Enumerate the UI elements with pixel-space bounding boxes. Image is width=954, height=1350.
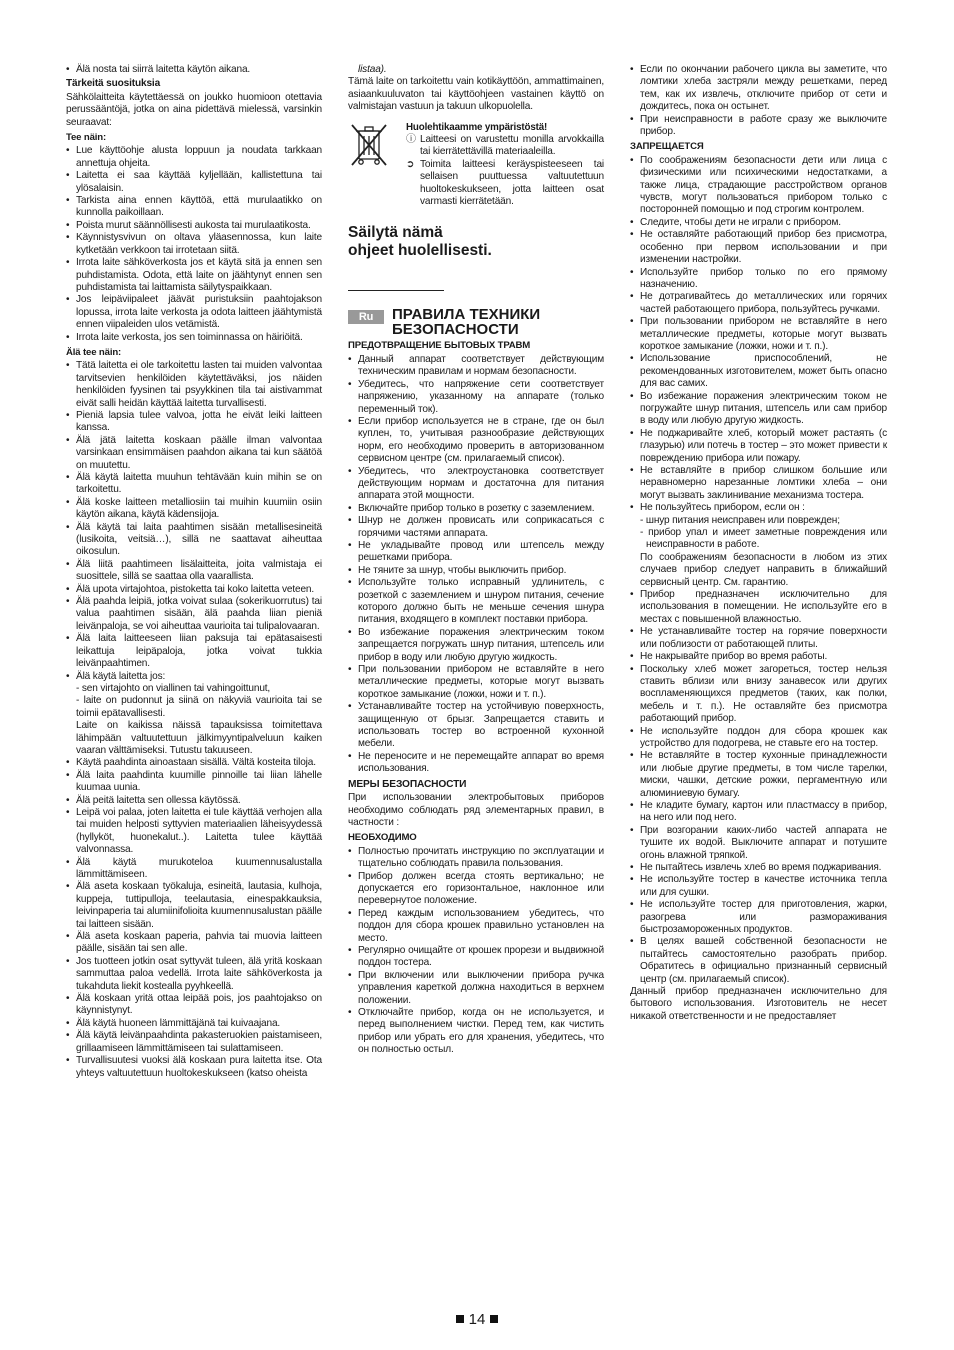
do-list <box>66 145 322 344</box>
list-item: • Не вставляйте в тостер кухонные принадлежности или любые другие предметы, в том числе тарелки, миски, чашки, детские рожки, пергаментную или алюминиевую бумагу. <box>630 750 887 800</box>
list-item: • Käytä paahdinta ainoastaan sisällä. Vältä kosteita tiloja. <box>66 757 322 769</box>
list-item: • Älä käytä murukoteloa kuumennusalustalla lämmittämiseen. <box>66 857 322 882</box>
page-number-text: 14 <box>468 1311 486 1328</box>
page-number <box>0 1311 954 1329</box>
list-item: • Älä aseta koskaan työkaluja, esineitä, lautasia, kulhoja, kuppeja, tuttipulloja, teelautasia, einespakkauksia, leivinpaperia tai alumiinifolioita kuumennusalustan päälle tai laitteen sisään. <box>66 881 322 931</box>
list-item: • В целях вашей собственной безопасности не пытайтесь самостоятельно разобрать прибор. Обратитесь в официально признанный сервисный центр (см. прилагаемый список). <box>630 936 887 986</box>
list-item: • Во избежание поражения электрическим током не погружайте шнур питания, штепсель или сам прибор в воду или любую другую жидкость. <box>630 391 887 428</box>
list-item: • Не кладите бумагу, картон или пластмассу в прибор, на него или под него. <box>630 800 887 825</box>
sub-item: - laite on pudonnut ja siinä on näkyviä vaurioita tai se toimii epätavallisesti. <box>76 695 322 719</box>
list-item: • Данный аппарат соответствует действующим техническим правилам и нормам безопасности. <box>348 354 604 379</box>
list-item: • Jos leipäviipaleet jäävät puristuksiin paahtojakson lopussa, irrota laite verkosta ja odota laitteen jäähtymistä ennen viipaleiden ulos vetämistä. <box>66 294 322 331</box>
list-item: • Irrota laite verkosta, jos sen toiminnassa on häiriöitä. <box>66 332 322 344</box>
list-item: • Прибор предназначен исключительно для использования в помещении. Не используйте его в местах с повышенной влажностью. <box>630 589 887 626</box>
closing-paragraph: Данный прибор предназначен исключительно для бытового использования. Изготовитель не несет никакой ответственности и не предоставляет <box>630 986 887 1022</box>
keep-instructions-heading: Säilytä nämä ohjeet huolellisesti. <box>348 224 492 260</box>
list-item: • Irrota laite sähköverkosta jos et käytä sitä ja ennen sen puhdistamista. Odota, että laite on jäähtynyt ennen sen puhdistamista tai laittamista säilytyspaikkaan. <box>66 257 322 294</box>
list-item: • Не поджаривайте хлеб, который может растаять (с глазурью) или потечь в тостер – это может привести к повреждению прибора или пожару. <box>630 428 887 465</box>
list-item: • Leipä voi palaa, joten laitetta ei tule käyttää verhojen alla tai muiden helposti syttyvien materiaalien läheisyydessä (hyllyköt, huonekalut..). Laitetta tulee käyttää valvonnassa. <box>66 807 322 857</box>
service-note: Laite on kaikissa näissä tapauksissa toimitettava lähimpään valtuutettuun jälkimyyntipalveluun kaiken vaaran välttämiseksi. Tutustu takuuseen. <box>76 720 322 756</box>
list-item: • Во избежание поражения электрическим током запрещается погружать шнур питания, штепсель или прибор в воду или любую другую жидкость. <box>348 627 604 664</box>
list-item: • При неисправности в работе сразу же выключите прибор. <box>630 114 887 139</box>
dont-list <box>66 360 322 1080</box>
square-bullet-icon <box>456 1315 464 1323</box>
sub-item: - sen virtajohto on viallinen tai vahingoittunut, <box>76 682 271 694</box>
environment-heading: Huolehtikaamme ympäristöstä! <box>406 121 548 133</box>
list-item: • Älä aseta koskaan paperia, pahvia tai muovia laitteen päälle, sisään tai sen alle. <box>66 931 322 956</box>
russian-column-3 <box>630 64 887 1023</box>
square-bullet-icon <box>490 1315 498 1323</box>
list-item: • Не дотрагивайтесь до металлических или горячих частей работающего прибора, пользуйтесь ручками. <box>630 291 887 316</box>
forbidden-list <box>630 155 887 986</box>
list-item: • Не пытайтесь извлечь хлеб во время поджаривания. <box>630 862 887 874</box>
list-item: • При пользовании прибором не вставляйте в него металлические предметы, которые могут вызвать короткое замыкание (ложки, ножи и т. п.). <box>630 316 887 353</box>
list-item: • Убедитесь, что напряжение сети соответствует напряжению, указанному на аппарате (только переменный ток). <box>348 379 604 416</box>
list-item: • При пользовании прибором не вставляйте в него металлические предметы, которые могут вызвать короткое замыкание (ложки, ножи и т. п.). <box>348 664 604 701</box>
list-item: • Включайте прибор только в розетку с заземлением. <box>348 503 604 515</box>
info-icon: ⓘ <box>406 134 416 146</box>
list-item: • Älä upota virtajohtoa, pistoketta tai koko laitetta veteen. <box>66 584 322 596</box>
list-item: • Älä käytä tai laita paahtimen sisään metallisesineitä (lusikoita, veitsiä…), sillä ne saattavat aiheuttaa oikosulun. <box>66 522 322 559</box>
list-item: • Полностью прочитать инструкцию по эксплуатации и тщательно соблюдать правила пользования. <box>348 846 604 871</box>
divider <box>348 290 444 291</box>
list-item: • Tätä laitetta ei ole tarkoitettu lasten tai muiden valvontaa tarvitsevien henkilöiden käytettäväksi, jos näiden henkilöiden fyysinen tai psyykkinen tila tai aistivammat eivät salli heidän käyttää laitetta turvallisesti. <box>66 360 322 410</box>
list-item: • Jos tuotteen jotkin osat syttyvät tuleen, älä yritä koskaan sammuttaa paloa vedellä. Irrota laite sähköverkosta ja tukahduta liekit kostealla pyyhkeellä. <box>66 956 322 993</box>
list-item: • Устанавливайте тостер на устойчивую поверхность, защищенную от брызг. Запрещается ставить и использовать тостер во встроенной кухонной мебели. <box>348 701 604 751</box>
list-item: • Прибор должен всегда стоять вертикально; не допускается его горизонтальное, наклонное или перевернутое положение. <box>348 871 604 908</box>
required-heading: НЕОБХОДИМО <box>348 832 417 844</box>
list-item: • Не вставляйте в прибор слишком большие или неравномерно нарезанные ломтики хлеба – они могут вызвать заклинивание механизма тостера. <box>630 465 887 502</box>
list-item: • Не укладывайте провод или штепсель между решетками прибора. <box>348 540 604 565</box>
do-heading: Tee näin: <box>66 132 107 144</box>
list-item: • Не устанавливайте тостер на горячие поверхности или поблизости от работающей плиты. <box>630 626 887 651</box>
dont-heading: Älä tee näin: <box>66 346 122 358</box>
list-item: • Tarkista aina ennen käyttöä, että murulaatikko on kunnolla paikoillaan. <box>66 195 322 220</box>
list-item: • Älä liitä paahtimeen lisälaitteita, joita valmistaja ei suosittele, sillä se saattaa olla vaarallista. <box>66 559 322 584</box>
list-item: • Älä käytä huoneen lämmittäjänä tai kuivaajana. <box>66 1018 322 1030</box>
list-item: • Поскольку хлеб может загореться, тостер нельзя ставить вблизи или внизу занавесок или других воспламеняющихся предметов (таких, как полки, мебель и т. п.). Не оставляйте без присмотра работающий прибор. <box>630 664 887 726</box>
list-item: • Turvallisuutesi vuoksi älä koskaan pura laitetta itse. Ota yhteys valtuutettuun huoltokeskukseen (katso oheista <box>66 1055 322 1080</box>
list-item: • Pieniä lapsia tulee valvoa, jotta he eivät leiki laitteen kanssa. <box>66 410 322 435</box>
list-item: • Если прибор используется не в стране, где он был куплен, то, учитывая разнообразие действующих норм, его необходимо проверить в авторизованном сервисном центре (см. прилагаемый список). <box>348 416 604 466</box>
russian-section-header <box>348 307 604 337</box>
list-item: • Älä peitä laitetta sen ollessa käytössä. <box>66 795 322 807</box>
list-item: • Älä käytä leivänpaahdinta pakasteruokien paistamiseen, grillaamiseen lämmittämiseen tai sulattamiseen. <box>66 1030 322 1055</box>
list-item: • Не используйте тостер в качестве источника тепла или для сушки. <box>630 874 887 899</box>
arrow-icon: ➲ <box>406 158 415 170</box>
list-item: • Не пользуйтесь прибором, если он : <box>630 502 887 514</box>
list-item: • При возгорании каких-либо частей аппарата не тушите их водой. Выключите аппарат и потушите огонь влажной тряпкой. <box>630 825 887 862</box>
language-badge: Ru <box>348 310 384 324</box>
list-item: • Шнур не должен провисать или соприкасаться с горячими частями аппарата. <box>348 515 604 540</box>
environment-line: ➲ Toimita laitteesi keräyspisteeseen tai sellaisen puuttuessa valtuutettuun huoltokeskukseen, jotta laitteen osat varmasti kierrätetään. <box>406 158 604 208</box>
list-item: • Не используйте поддон для сбора крошек как устройство для подогрева, не ставьте его на тостер. <box>630 726 887 751</box>
list-item: • Используйте только исправный удлинитель, с розеткой с заземлением и шнуром питания, сечение которого должно быть не меньше сечения шнура питания, входящего в комплект поставки прибора. <box>348 577 604 627</box>
forbidden-heading: ЗАПРЕЩАЕТСЯ <box>630 141 704 153</box>
middle-column <box>348 64 604 1057</box>
finnish-column-1 <box>66 64 322 1080</box>
list-item: • Отключайте прибор, когда он не используется, и перед выполнением чистки. Перед тем, как чистить прибор или убрать его для хранения, убедитесь, что он полностью остыл. <box>348 1007 604 1057</box>
sub-item: - прибор упал и имеет заметные повреждения или неисправности в работе. <box>640 527 887 551</box>
list-item: • Älä käytä laitetta jos: <box>66 671 322 683</box>
list-item: • Älä laita laitteeseen liian paksuja tai epätasaisesti leikattuja leipäpaloja, jotka voivat tukkia leivänpaahtimen. <box>66 633 322 670</box>
list-item: • Убедитесь, что электроустановка соответствует действующим нормам и достаточна для питания аппарата этой мощности. <box>348 466 604 503</box>
list-item: • Älä jätä laitetta koskaan päälle ilman valvontaa varsinkaan ensimmäisen paahdon aikana tai kun säätöä on muutettu. <box>66 435 322 472</box>
sub-item: - шнур питания неисправен или поврежден; <box>640 514 840 526</box>
list-item: • Älä laita paahdinta kuumille pinnoille tai liian lähelle kuumaa uunia. <box>66 770 322 795</box>
measures-heading: МЕРЫ БЕЗОПАСНОСТИ <box>348 778 467 790</box>
list-item: • Älä paahda leipiä, jotka voivat sulaa (sokerikuorrutus) tai valua paahtimen sisään, älä paahda liian pieniä leivänpaloja, se voi aiheuttaa vaurioita tai tulipalovaaran. <box>66 596 322 633</box>
list-item: • Регулярно очищайте от крошек прорези и выдвижной поддон тостера. <box>348 945 604 970</box>
list-item: • Не используйте тостер для приготовления, жарки, разогрева или размораживания быстрозамороженных продуктов. <box>630 899 887 936</box>
list-item: • Не накрывайте прибор во время работы. <box>630 651 887 663</box>
prevention-heading: ПРЕДОТВРАЩЕНИЕ БЫТОВЫХ ТРАВМ <box>348 340 531 352</box>
recommendations-intro: Sähkölaitteita käytettäessä on joukko huomioon otettavia perussääntöjä, jotka on aina pidettävä mielessä, varsinkin seuraavat: <box>66 91 322 128</box>
list-item: • Не оставляйте работающий прибор без присмотра, особенно при первом использовании и при изменении настройки. <box>630 229 887 266</box>
list-item: • Laitetta ei saa käyttää kyljellään, kallistettuna tai ylösalaisin. <box>66 170 322 195</box>
list-item: • Älä koskaan yritä ottaa leipää pois, jos paahtojakso on käynnistynyt. <box>66 993 322 1018</box>
list-item: • По соображениям безопасности дети или лица с физическими или психическими недостатками, а также лица, страдающие расстройством органов чувств, могут пользоваться прибором только с посторонней помощью и под строгим контролем. <box>630 155 887 217</box>
recycling-bin-icon <box>348 122 396 209</box>
list-item: • Poista murut säännöllisesti aukosta tai murulaatikosta. <box>66 220 322 232</box>
list-item: • Не переносите и не перемещайте аппарат во время использования. <box>348 751 604 776</box>
list-item: • Перед каждым использованием убедитесь, что поддон для сбора крошек правильно установлен на место. <box>348 908 604 945</box>
service-note: По соображениям безопасности в любом из этих случаев прибор следует направить в ближайший сервисный центр. См. гарантию. <box>640 551 887 588</box>
list-item: • Käynnistysvivun on oltava yläasennossa, kun laite kytketään verkkoon tai irrotetaan siitä. <box>66 232 322 257</box>
environment-text <box>396 122 604 209</box>
list-item: • Lue käyttöohje alusta loppuun ja noudata tarkkaan annettuja ohjeita. <box>66 145 322 170</box>
russian-title: ПРАВИЛА ТЕХНИКИ БЕЗОПАСНОСТИ <box>392 306 541 339</box>
list-item: • Älä koske laitteen metalliosiin tai muihin kuumiin osiin käytön aikana, käytä kädensijoja. <box>66 497 322 522</box>
measures-intro: При использовании электробытовых приборов необходимо соблюдать ряд элементарных правил, в частности : <box>348 792 604 828</box>
recommendations-heading: Tärkeitä suosituksia <box>66 78 161 90</box>
list-item: • Если по окончании рабочего цикла вы заметите, что ломтики хлеба застряли между решетками, перед тем, как их извлечь, отключите прибор от сети и дождитесь, пока он остынет. <box>630 64 887 114</box>
list-item: • Следите, чтобы дети не играли с прибором. <box>630 217 887 229</box>
environment-box <box>348 122 604 209</box>
household-use-note: Tämä laite on tarkoitettu vain kotikäyttöön, ammattimainen, asiaankuuluvaton tai käyttöohjeen vastainen käyttö on valmistajan vastuun ja takuun ulkopuolella. <box>348 76 604 113</box>
list-item: • Не тяните за шнур, чтобы выключить прибор. <box>348 565 604 577</box>
list-item: • Используйте прибор только по его прямому назначению. <box>630 267 887 292</box>
prevention-list <box>348 354 604 776</box>
continued-text: listaa). <box>358 64 387 75</box>
list-item: • Älä käytä laitetta muuhun tehtävään kuin mihin se on tarkoitettu. <box>66 472 322 497</box>
required-list <box>348 846 604 1057</box>
environment-line: ⓘ Laitteesi on varustettu monilla arvokkailla tai kierrätettävillä materiaaleilla. <box>406 134 604 158</box>
intro-bullet: • Älä nosta tai siirrä laitetta käytön aikana. <box>66 64 322 76</box>
list-item: • Использование приспособлений, не рекомендованных изготовителем, может быть опасно для вас самих. <box>630 353 887 390</box>
list-item: • При включении или выключении прибора ручка управления кареткой должна находиться в верхнем положении. <box>348 970 604 1007</box>
